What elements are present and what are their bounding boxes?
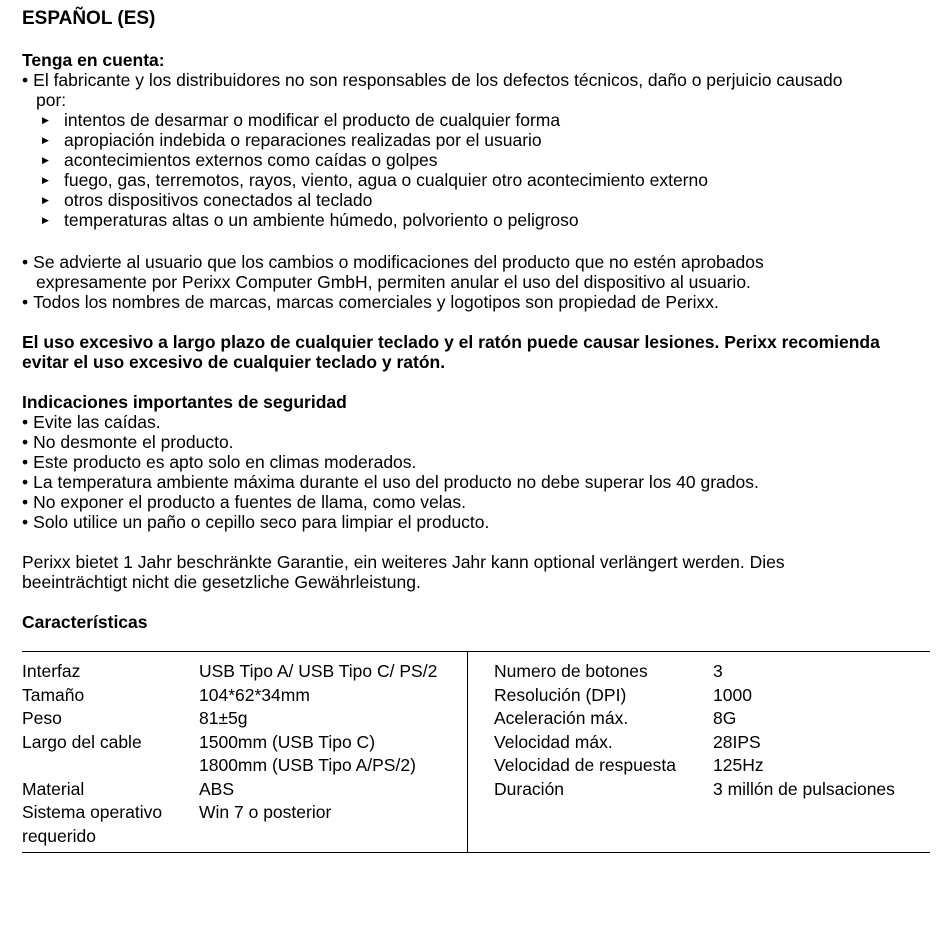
spec-key: Sistema operativo [22, 802, 163, 822]
spec-value: Win 7 o posterior [199, 802, 332, 822]
spec-key: Tamaño [22, 684, 85, 705]
spec-key: Peso [22, 708, 62, 728]
trademark-bullet [22, 292, 930, 312]
spec-value: 81±5g [199, 708, 248, 728]
list-item-text: temperaturas altas o un ambiente húmedo, polvoriento o peligroso [64, 210, 579, 230]
triangle-bullet-icon: ▶ [42, 135, 49, 145]
list-item [22, 512, 930, 532]
triangle-bullet-icon: ▶ [42, 115, 49, 125]
spec-key: Duración [494, 778, 565, 799]
list-item [22, 170, 930, 190]
list-item [22, 210, 930, 230]
warning-bullet [22, 252, 930, 272]
triangle-bullet-icon: ▶ [42, 155, 49, 165]
trademark-text: Todos los nombres de marcas, marcas comerciales y logotipos son propiedad de Perixx. [33, 292, 719, 312]
list-item-text: Solo utilice un paño o cepillo seco para limpiar el producto. [33, 512, 490, 532]
table-row [22, 731, 437, 755]
spec-key: Velocidad máx. [494, 731, 613, 752]
table-row [22, 825, 437, 849]
list-item [22, 150, 930, 170]
list-item-text: otros dispositivos conectados al teclado [64, 190, 373, 210]
spec-value: 1500mm (USB Tipo C) [199, 731, 376, 752]
list-item [22, 492, 930, 512]
notice-list [22, 110, 930, 230]
spec-value: 28IPS [713, 731, 761, 752]
spec-value: 3 millón de pulsaciones [713, 778, 895, 799]
specs-right-column [494, 660, 895, 801]
triangle-bullet-icon: ▶ [42, 215, 49, 225]
list-item [22, 472, 930, 492]
spec-value: ABS [199, 778, 235, 799]
list-item-text: intentos de desarmar o modificar el producto de cualquier forma [64, 110, 561, 130]
table-row [494, 731, 895, 755]
caution-line-2: evitar el uso excesivo de cualquier teclado y ratón. [22, 352, 446, 372]
triangle-bullet-icon: ▶ [42, 175, 49, 185]
spec-value: 8G [713, 708, 737, 728]
spec-value: 3 [713, 661, 723, 681]
spec-key: requerido [22, 825, 96, 846]
list-item-text: La temperatura ambiente máxima durante el uso del producto no debe superar los 40 grados. [33, 472, 759, 492]
table-row [494, 754, 895, 778]
notice-intro-cont: por: [36, 90, 67, 110]
list-item-text: No desmonte el producto. [33, 432, 234, 452]
table-row [494, 707, 895, 731]
document-page [22, 8, 930, 632]
spec-value: 125Hz [713, 755, 764, 775]
list-item-text: Este producto es apto solo en climas moderados. [33, 452, 417, 472]
specs-left-column [22, 660, 437, 848]
spec-key: Interfaz [22, 661, 81, 681]
table-row [494, 778, 895, 802]
list-item-text: acontecimientos externos como caídas o golpes [64, 150, 438, 170]
table-row [22, 684, 437, 708]
notice-intro [22, 70, 930, 90]
spec-key: Material [22, 778, 85, 799]
triangle-bullet-icon: ▶ [42, 195, 49, 205]
warranty-line-2: beeinträchtigt nicht die gesetzliche Gewährleistung. [22, 572, 421, 592]
warning-text: Se advierte al usuario que los cambios o modificaciones del producto que no estén aprobados [33, 252, 764, 272]
spec-value: 104*62*34mm [199, 684, 310, 705]
list-item [22, 190, 930, 210]
spec-value: 1000 [713, 684, 752, 705]
list-item [22, 130, 930, 150]
warranty-line-1: Perixx bietet 1 Jahr beschränkte Garantie, ein weiteres Jahr kann optional verlängert werden. Dies [22, 552, 785, 572]
list-item-text: fuego, gas, terremotos, rayos, viento, agua o cualquier otro acontecimiento externo [64, 170, 708, 190]
table-row [22, 754, 437, 778]
table-row [22, 801, 437, 825]
list-item-text: Evite las caídas. [33, 412, 161, 432]
table-row [22, 660, 437, 684]
features-heading: Características [22, 612, 148, 632]
list-item-text: apropiación indebida o reparaciones realizadas por el usuario [64, 130, 542, 150]
list-item [22, 432, 930, 452]
spec-key: Aceleración máx. [494, 708, 629, 728]
list-item [22, 110, 930, 130]
spec-key: Numero de botones [494, 661, 648, 681]
list-item [22, 452, 930, 472]
spec-key: Resolución (DPI) [494, 684, 627, 705]
table-row [22, 707, 437, 731]
specs-table [22, 651, 930, 853]
spec-key: Largo del cable [22, 731, 142, 752]
column-divider [467, 652, 468, 852]
spec-value: 1800mm (USB Tipo A/PS/2) [199, 755, 416, 775]
spec-value: USB Tipo A/ USB Tipo C/ PS/2 [199, 661, 438, 681]
table-row [494, 684, 895, 708]
caution-line-1: El uso excesivo a largo plazo de cualquier teclado y el ratón puede causar lesiones. Perixx recomienda [22, 332, 880, 352]
table-row [494, 660, 895, 684]
page-title: ESPAÑOL (ES) [22, 8, 156, 29]
list-item-text: No exponer el producto a fuentes de llama, como velas. [33, 492, 467, 512]
warning-cont: expresamente por Perixx Computer GmbH, permiten anular el uso del dispositivo al usuario. [36, 272, 751, 292]
spec-key [22, 754, 199, 778]
notice-intro-text: El fabricante y los distribuidores no son responsables de los defectos técnicos, daño o perjuicio causado [33, 70, 843, 90]
table-row [22, 778, 437, 802]
safety-heading: Indicaciones importantes de seguridad [22, 392, 347, 412]
list-item [22, 412, 930, 432]
notice-heading: Tenga en cuenta: [22, 50, 165, 70]
spec-key: Velocidad de respuesta [494, 755, 676, 775]
